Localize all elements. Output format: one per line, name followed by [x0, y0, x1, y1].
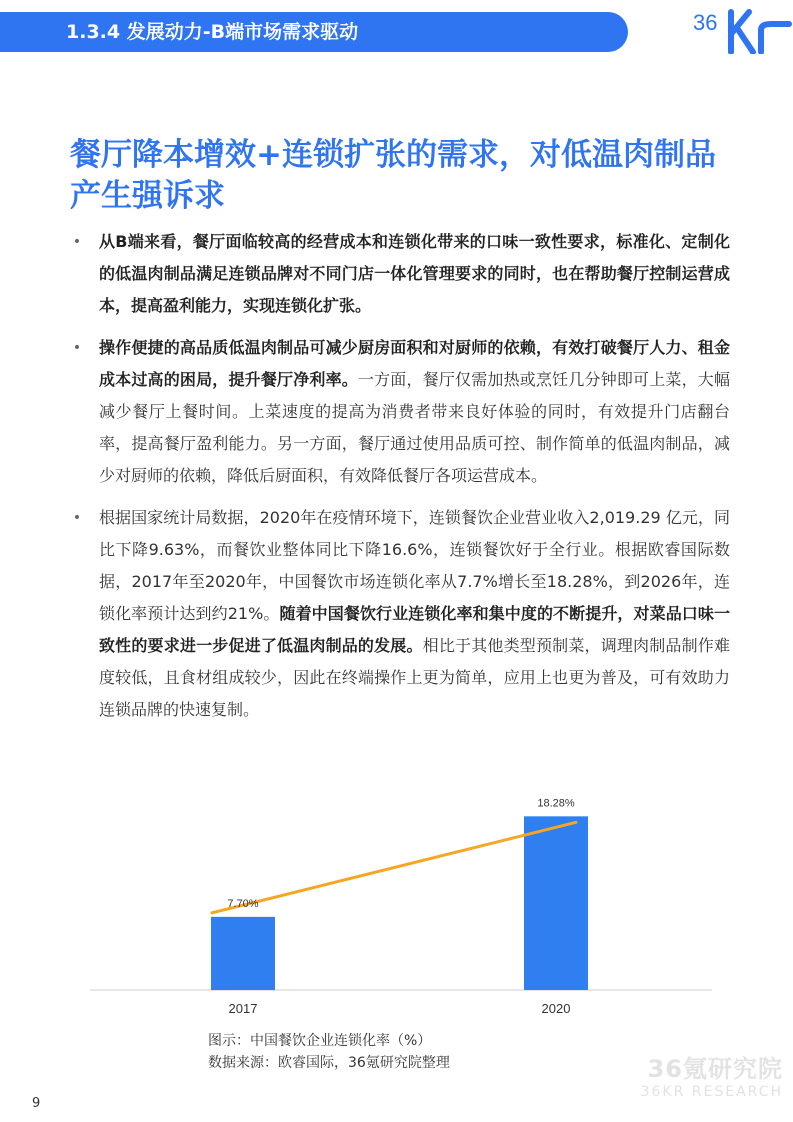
bullet-text — [99, 338, 730, 485]
watermark — [633, 1055, 783, 1101]
figure-label: 图示：中国餐饮企业连锁化率（%） — [208, 1033, 432, 1049]
page-number: 9 — [32, 1096, 41, 1111]
svg-text:36: 36 — [693, 10, 718, 35]
bullet-text-bold: 随着中国餐饮行业连锁化率和集中度的不断提升，对菜品口味一致性的要求进一步促进了低温肉制品的发展。 — [99, 604, 730, 655]
bullet-text-regular: 相比于其他类型预制菜，调理肉制品制作难度较低，且食材组成较少，因此在终端操作上更为简单，应用上也更为普及，可有效助力连锁品牌的快速复制。 — [99, 636, 730, 719]
bullet-item — [70, 226, 730, 322]
x-tick-label-2020: 2020 — [541, 1001, 571, 1016]
bullet-text-regular: 一方面，餐厅仅需加热或烹饪几分钟即可上菜，大幅减少餐厅上餐时间。上菜速度的提高为消费者带来良好体验的同时，有效提升门店翻台率，提高餐厅盈利能力。另一方面，餐厅通过使用品质可控、制作简单的低温肉制品，减少对厨师的依赖，降低后厨面积，有效降低餐厅各项运营成本。 — [99, 370, 730, 485]
bullet-text-regular: 根据国家统计局数据，2020年在疫情环境下，连锁餐饮企业营业收入2,019.29 亿元，同比下降9.63%，而餐饮业整体同比下降16.6%，连锁餐饮好于全行业。根据欧睿国际数据，2017年至2020年，中国餐饮市场连锁化率从7.7%增长至18.28%，到2026年，连锁化率预计达到约21%。 — [99, 508, 730, 623]
chain-rate-chart — [90, 780, 730, 1025]
bullet-marker: • — [72, 340, 82, 356]
watermark-subtitle: 36KR RESEARCH — [640, 1084, 783, 1100]
bullet-text — [99, 232, 730, 315]
bullet-text — [99, 508, 730, 719]
brand-logo-graphic — [693, 4, 793, 54]
section-header-bar — [0, 12, 628, 52]
section-title: 1.3.4 发展动力-B端市场需求驱动 — [66, 21, 359, 43]
bar-2017 — [211, 917, 275, 990]
trend-line — [212, 822, 576, 913]
bullet-list — [70, 226, 730, 736]
x-tick-label-2017: 2017 — [228, 1001, 258, 1016]
data-label-2020: 18.28% — [537, 797, 575, 810]
chart-caption — [208, 1030, 450, 1074]
bullet-text-bold: 操作便捷的高品质低温肉制品可减少厨房面积和对厨师的依赖，有效打破餐厅人力、租金成本过高的困局，提升餐厅净利率。 — [99, 338, 730, 389]
brand-logo — [693, 4, 793, 54]
bullet-marker: • — [72, 510, 82, 526]
bullet-text-bold: 从B端来看，餐厅面临较高的经营成本和连锁化带来的口味一致性要求，标准化、定制化的低温肉制品满足连锁品牌对不同门店一体化管理要求的同时，也在帮助餐厅控制运营成本，提高盈利能力，实现连锁化扩张。 — [99, 232, 730, 315]
data-source: 数据来源：欧睿国际，36氪研究院整理 — [208, 1055, 450, 1071]
chart-svg — [90, 780, 730, 1025]
bullet-marker: • — [72, 234, 82, 250]
bullet-item — [70, 502, 730, 726]
bullet-item — [70, 332, 730, 492]
watermark-title: 36氪研究院 — [647, 1055, 783, 1083]
data-label-2017: 7.70% — [227, 897, 259, 910]
bar-2020 — [524, 816, 588, 990]
page-heading: 餐厅降本增效+连锁扩张的需求，对低温肉制品产生强诉求 — [70, 136, 716, 214]
